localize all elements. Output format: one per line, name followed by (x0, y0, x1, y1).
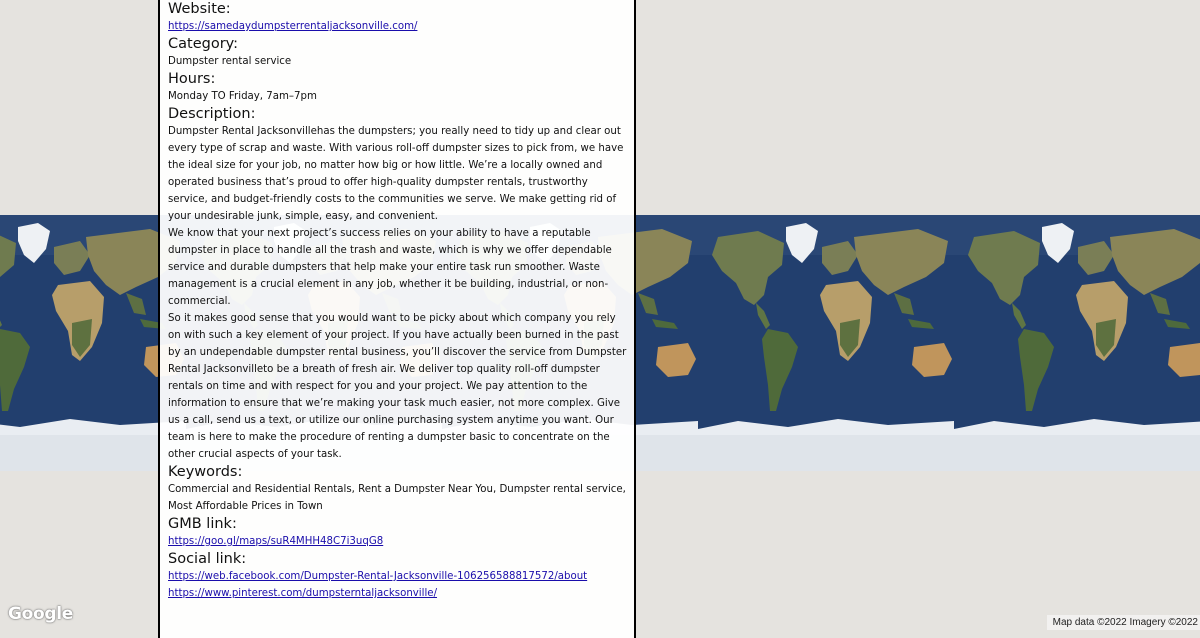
gmb-link[interactable]: https://goo.gl/maps/suR4MHH48C7i3uqG8 (168, 536, 384, 547)
keywords-value: Commercial and Residential Rentals, Rent a Dumpster Near You, Dumpster rental service, Most Affordable Prices in Town (168, 484, 626, 512)
google-logo: Google (8, 604, 74, 624)
social-label: Social link: (168, 551, 247, 567)
category-label: Category: (168, 36, 239, 52)
map-attribution: Map data ©2022 Imagery ©2022 (1047, 615, 1200, 630)
hours-value: Monday TO Friday, 7am–7pm (168, 91, 317, 102)
keywords-label: Keywords: (168, 464, 243, 480)
description-paragraph: So it makes good sense that you would want to be picky about which company you rely on with such a key element of your project. If you have actually been burned in the past by an undependable dumpster rental business, you’ll discover the service from Dumpster Rental Jacksonvilleto be a breath of fresh air. We deliver top quality roll-off dumpster rentals on time and with respect for you and your project. We pay attention to the information to ensure that we’re making your task much easier, not more complex. Give us a call, send us a text, or utilize our online purchasing system anytime you want. Our team is here to make the procedure of renting a dumpster basic to concentrate on the other crucial aspects of your task. (168, 313, 627, 460)
gmb-value (168, 533, 628, 550)
website-label: Website: (168, 1, 231, 17)
pinterest-link[interactable]: https://www.pinterest.com/dumpsterntaljacksonville/ (168, 588, 438, 599)
social-links (168, 568, 628, 602)
facebook-link[interactable]: https://web.facebook.com/Dumpster-Rental-Jacksonville-106256588817572/about (168, 571, 588, 582)
website-value (168, 18, 628, 35)
description-label: Description: (168, 106, 256, 122)
description-paragraph: Dumpster Rental Jacksonvillehas the dumpsters; you really need to tidy up and clear out every type of scrap and waste. With various roll-off dumpster sizes to pick from, we have the ideal size for your job, no matter how big or how little. We’re a locally owned and operated business that’s proud to offer high-quality dumpster rentals, trustworthy service, and budget-friendly costs to the communities we serve. We make getting rid of your undesirable junk, simple, easy, and convenient. (168, 126, 624, 222)
business-info-panel (158, 0, 636, 638)
website-link[interactable]: https://samedaydumpsterrentaljacksonville.com/ (168, 21, 418, 32)
description-paragraph: We know that your next project’s success relies on your ability to have a reputable dumpster in place to handle all the trash and waste, which is why we offer dependable service and durable dumpsters that help make your entire task run smoother. Waste management is a crucial element in any job, whether it be building, industrial, or non-commercial. (168, 228, 612, 307)
hours-label: Hours: (168, 71, 216, 87)
gmb-label: GMB link: (168, 516, 237, 532)
category-value: Dumpster rental service (168, 56, 292, 67)
